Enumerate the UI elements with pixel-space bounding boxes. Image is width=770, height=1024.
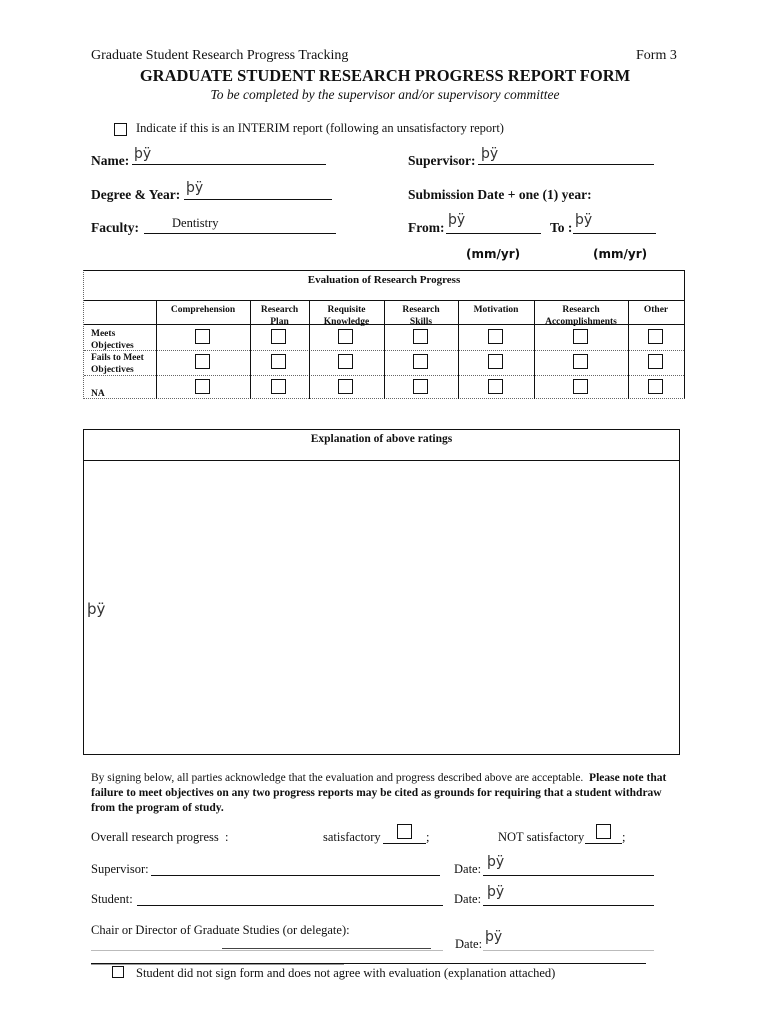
chair-label: Chair or Director of Graduate Studies (or delegate): (91, 923, 350, 937)
supervisor-date-line (483, 875, 654, 876)
supervisor-label: Supervisor: (408, 153, 476, 168)
signing-statement (91, 771, 681, 816)
semicolon: ; (426, 830, 430, 844)
rating-checkbox-na-comprehension[interactable] (195, 379, 210, 394)
rating-checkbox-na-research-plan[interactable] (271, 379, 286, 394)
degree-label: Degree & Year: (91, 187, 181, 202)
form-title: GRADUATE STUDENT RESEARCH PROGRESS REPORT FORM (139, 66, 631, 85)
rating-checkbox-fails-research-accomplishments[interactable] (573, 354, 588, 369)
explanation-field[interactable]: þÿ (87, 600, 106, 618)
degree-field[interactable]: þÿ (186, 180, 204, 196)
rating-checkbox-meets-research-plan[interactable] (271, 329, 286, 344)
submission-label: Submission Date + one (1) year: (408, 187, 592, 202)
evaluation-title: Evaluation of Research Progress (307, 274, 461, 286)
row-label-meets: Meets Objectives (91, 329, 134, 351)
rating-checkbox-fails-research-plan[interactable] (271, 354, 286, 369)
rating-checkbox-meets-requisite-knowledge[interactable] (338, 329, 353, 344)
row-label-fails: Fails to Meet Objectives (91, 353, 144, 375)
table-divider (84, 460, 679, 461)
student-date-field[interactable]: þÿ (487, 884, 505, 900)
explanation-box (83, 429, 680, 755)
interim-checkbox[interactable] (114, 123, 127, 136)
not-satisfactory-label: NOT satisfactory (498, 830, 585, 844)
name-field[interactable]: þÿ (134, 146, 152, 162)
to-line (573, 233, 656, 234)
col-header-requisite-knowledge: Requisite Knowledge (323, 305, 370, 327)
explanation-title: Explanation of above ratings (310, 433, 453, 445)
col-header-research-accomplishments: Research Accomplishments (545, 305, 617, 327)
rating-checkbox-fails-motivation[interactable] (488, 354, 503, 369)
to-format-hint: (mm/yr) (593, 247, 648, 261)
rating-checkbox-meets-research-accomplishments[interactable] (573, 329, 588, 344)
rating-checkbox-fails-requisite-knowledge[interactable] (338, 354, 353, 369)
rating-checkbox-na-motivation[interactable] (488, 379, 503, 394)
did-not-sign-label: Student did not sign form and does not agree with evaluation (explanation attached) (136, 966, 556, 980)
col-header-research-skills: Research Skills (402, 305, 440, 327)
chair-signature-line[interactable] (91, 950, 443, 951)
satisfactory-line (383, 843, 426, 844)
interim-label: Indicate if this is an INTERIM report (following an unsatisfactory report) (136, 121, 504, 135)
rating-checkbox-fails-research-skills[interactable] (413, 354, 428, 369)
col-header-comprehension: Comprehension (170, 305, 236, 315)
did-not-sign-checkbox[interactable] (112, 966, 124, 978)
satisfactory-label: satisfactory (323, 830, 381, 844)
rating-checkbox-meets-research-skills[interactable] (413, 329, 428, 344)
to-label: To : (550, 220, 573, 235)
chair-date-line (483, 950, 654, 951)
form-number: Form 3 (636, 48, 677, 63)
faculty-field[interactable]: Dentistry (172, 216, 219, 230)
semicolon: ; (622, 830, 626, 844)
col-header-research-plan: Research Plan (260, 305, 299, 327)
degree-line (184, 199, 332, 200)
student-signature-label: Student: (91, 892, 133, 906)
overall-progress-label: Overall research progress : (91, 830, 229, 844)
col-header-motivation: Motivation (473, 305, 519, 315)
faculty-line (144, 233, 336, 234)
rating-checkbox-fails-other[interactable] (648, 354, 663, 369)
row-label-na: NA (91, 389, 105, 399)
rating-checkbox-meets-other[interactable] (648, 329, 663, 344)
not-satisfactory-checkbox[interactable] (596, 824, 611, 839)
not-satisfactory-line (585, 843, 622, 844)
supervisor-line (478, 164, 654, 165)
supervisor-date-label: Date: (454, 862, 482, 876)
rating-checkbox-meets-comprehension[interactable] (195, 329, 210, 344)
col-header-other: Other (643, 305, 669, 315)
satisfactory-checkbox[interactable] (397, 824, 412, 839)
header-left: Graduate Student Research Progress Tracking (91, 48, 349, 63)
name-line (132, 164, 326, 165)
from-line (446, 233, 541, 234)
rating-checkbox-meets-motivation[interactable] (488, 329, 503, 344)
chair-signature-line (222, 948, 431, 949)
bottom-line (91, 964, 344, 965)
form-subtitle: To be completed by the supervisor and/or supervisory committee (210, 87, 560, 102)
student-signature-line[interactable] (137, 905, 443, 906)
faculty-label: Faculty: (91, 220, 139, 235)
from-field[interactable]: þÿ (448, 212, 466, 228)
chair-date-field[interactable]: þÿ (485, 929, 503, 945)
evaluation-table (83, 270, 685, 399)
rating-checkbox-na-research-skills[interactable] (413, 379, 428, 394)
student-date-line (483, 905, 654, 906)
name-label: Name: (91, 153, 130, 168)
chair-date-label: Date: (455, 937, 483, 951)
supervisor-date-field[interactable]: þÿ (487, 854, 505, 870)
statement-bold: Please note that failure to meet objectives on any two progress reports may be cited as grounds for requiring that a student withdraw from the program of study. (91, 772, 667, 814)
rating-checkbox-na-research-accomplishments[interactable] (573, 379, 588, 394)
rating-checkbox-fails-comprehension[interactable] (195, 354, 210, 369)
from-label: From: (408, 220, 445, 235)
statement-plain: By signing below, all parties acknowledge that the evaluation and progress described above are acceptable. (91, 772, 584, 784)
supervisor-signature-line[interactable] (151, 875, 440, 876)
to-field[interactable]: þÿ (575, 212, 593, 228)
student-date-label: Date: (454, 892, 482, 906)
supervisor-signature-label: Supervisor: (91, 862, 149, 876)
rating-checkbox-na-requisite-knowledge[interactable] (338, 379, 353, 394)
from-format-hint: (mm/yr) (466, 247, 521, 261)
supervisor-field[interactable]: þÿ (481, 146, 499, 162)
rating-checkbox-na-other[interactable] (648, 379, 663, 394)
